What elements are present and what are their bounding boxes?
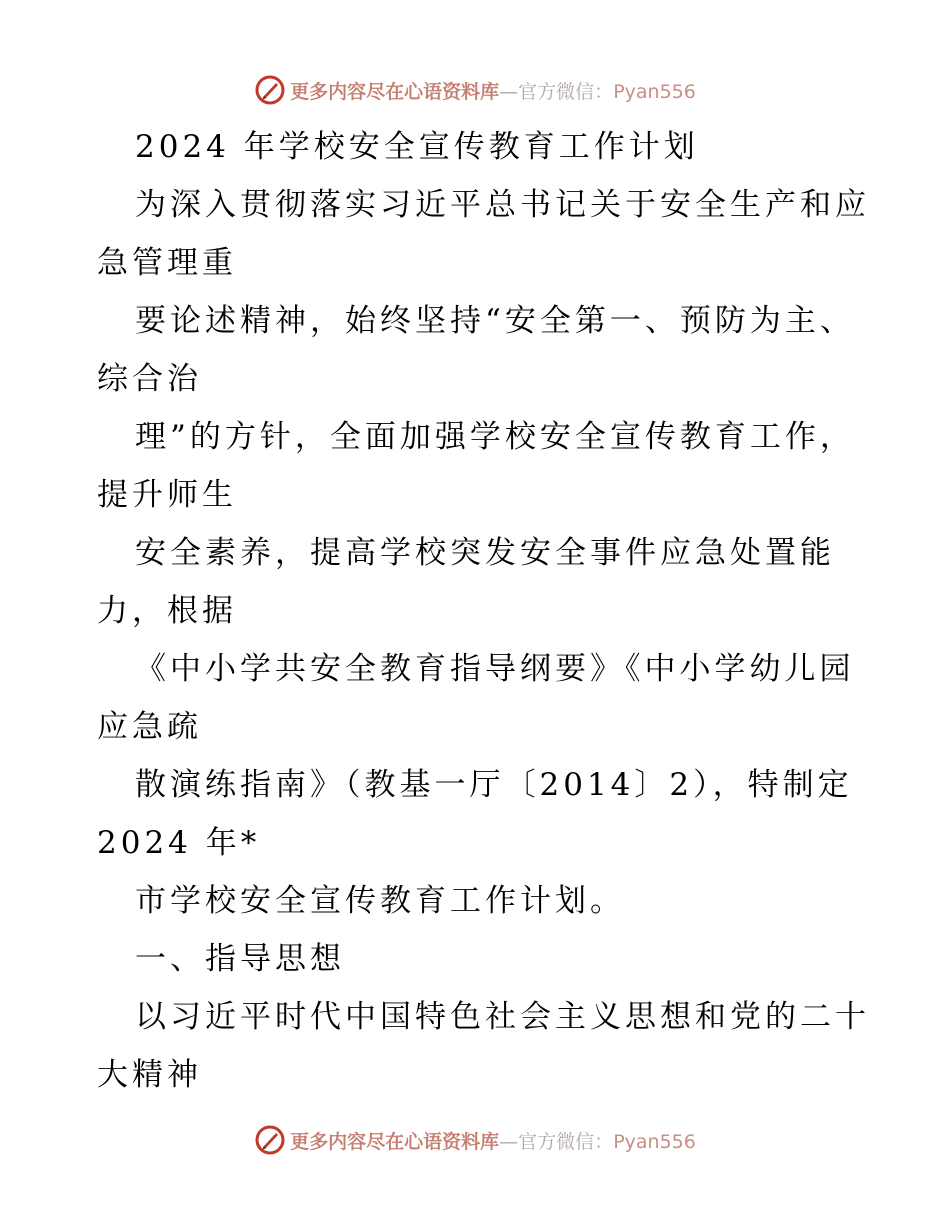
document-line: 2024 年学校安全宣传教育工作计划 [135,129,699,165]
document-line: 应急疏 [97,709,202,745]
document-line: 一、指导思想 [135,941,345,977]
document-line: 2024 年* [97,825,261,861]
watermark-id: Pyan556 [613,80,696,103]
header-watermark [0,70,950,110]
document-line: 散演练指南》（教基一厅〔2014〕2），特制定 [135,767,853,803]
watermark-id: Pyan556 [613,1130,696,1153]
document-line: 要论述精神，始终坚持“安全第一、预防为主、 [135,303,855,339]
document-line: 提升师生 [97,477,237,513]
watermark-sub: 官方微信： [518,80,614,103]
document-line: 综合治 [97,361,202,397]
document-line: 为深入贯彻落实习近平总书记关于安全生产和应 [135,187,870,223]
document-line: 理”的方针，全面加强学校安全宣传教育工作， [135,419,855,455]
watermark-main: 更多内容尽在心语资料库 [290,80,500,103]
document-line: 《中小学共安全教育指导纲要》《中小学幼儿园 [135,651,855,687]
document-line: 急管理重 [97,245,237,281]
document-line: 安全素养，提高学校突发安全事件应急处置能 [135,535,835,571]
document-line: 力，根据 [97,593,237,629]
watermark-text [290,77,696,104]
watermark-text [290,1127,696,1154]
document-line: 大精神 [97,1057,202,1093]
watermark-sub: 官方微信： [518,1130,614,1153]
document-line: 以习近平时代中国特色社会主义思想和党的二十 [135,999,870,1035]
footer-watermark [0,1120,950,1160]
watermark-dash: — [499,1130,519,1153]
quill-logo-icon [254,1124,286,1156]
watermark-main: 更多内容尽在心语资料库 [290,1130,500,1153]
watermark-dash: — [499,80,519,103]
document-body [97,118,870,1104]
quill-logo-icon [254,74,286,106]
document-line: 市学校安全宣传教育工作计划。 [135,883,625,919]
